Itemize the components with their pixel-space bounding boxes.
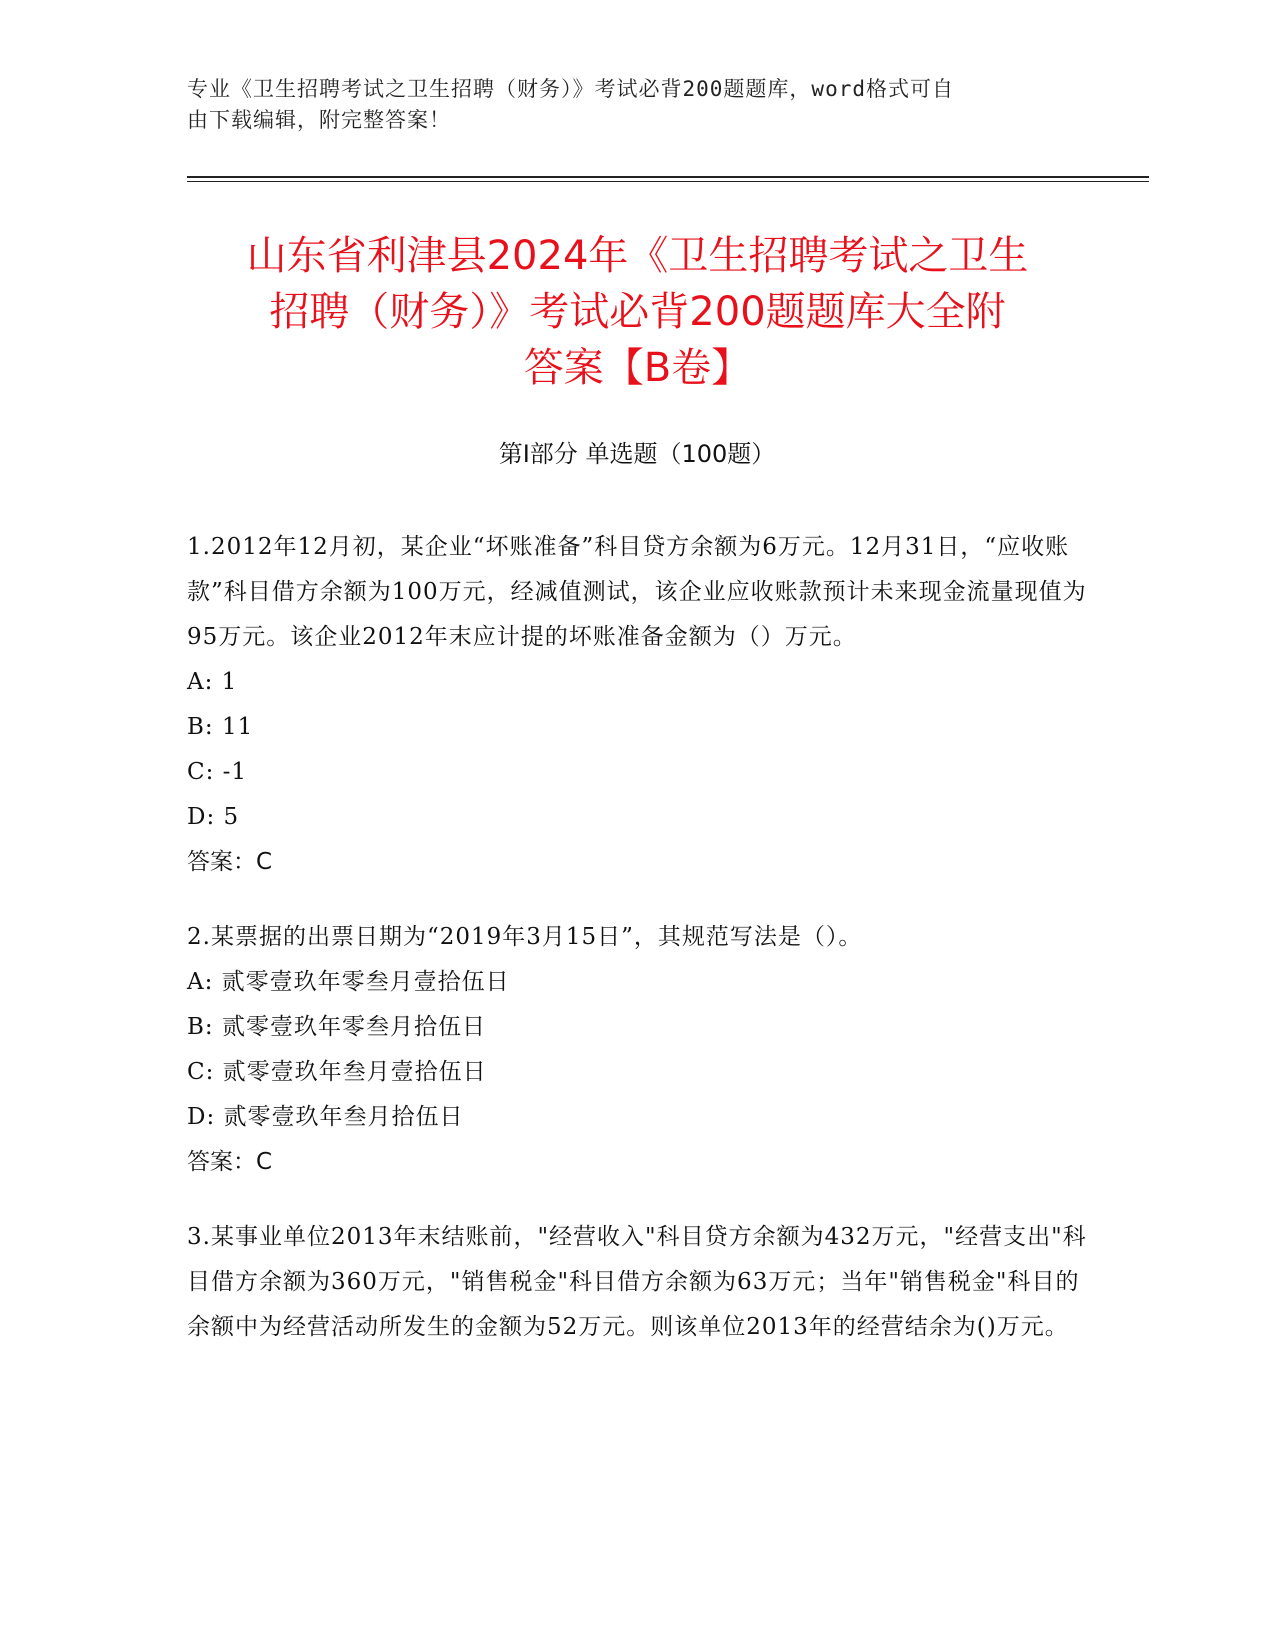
option-a: A: 贰零壹玖年零叁月壹拾伍日 (187, 969, 510, 995)
option-d: D: 5 (187, 804, 240, 830)
header-rule-thick (187, 176, 1149, 178)
option-b: B: 贰零壹玖年零叁月拾伍日 (187, 1014, 486, 1040)
question-list (187, 525, 1087, 1380)
document-title (160, 228, 1115, 396)
option-d: D: 贰零壹玖年叁月拾伍日 (187, 1104, 464, 1130)
header-note-line-1: 专业《卫生招聘考试之卫生招聘（财务）》考试必背200题题库，word格式可自 (187, 77, 954, 101)
header-note (187, 74, 1087, 136)
question-text: 3.某事业单位2013年末结账前，"经营收入"科目贷方余额为432万元，"经营支出"科目借方余额为360万元，"销售税金"科目借方余额为63万元；当年"销售税金"科目的余额中为经营活动所发生的金额为52万元。则该单位2013年的经营结余为()万元。 (187, 1224, 1087, 1340)
title-line-3: 答案【B卷】 (523, 345, 752, 391)
answer: 答案：C (187, 1149, 273, 1175)
question-text: 1.2012年12月初，某企业“坏账准备”科目贷方余额为6万元。12月31日，“应收账款”科目借方余额为100万元，经减值测试，该企业应收账款预计未来现金流量现值为95万元。该企业2012年末应计提的坏账准备金额为（）万元。 (187, 534, 1087, 650)
header-rule-thin (187, 181, 1149, 182)
question-2 (187, 915, 1087, 1185)
question-3 (187, 1215, 1087, 1350)
option-a: A: 1 (187, 669, 238, 695)
title-line-2: 招聘（财务）》考试必背200题题库大全附 (269, 289, 1006, 335)
header-note-line-2: 由下载编辑，附完整答案！ (187, 108, 451, 132)
answer: 答案：C (187, 849, 273, 875)
section-heading: 第Ⅰ部分 单选题（100题） (498, 440, 776, 468)
option-b: B: 11 (187, 714, 254, 740)
option-c: C: -1 (187, 759, 248, 785)
question-text: 2.某票据的出票日期为“2019年3月15日”，其规范写法是（）。 (187, 924, 863, 950)
option-c: C: 贰零壹玖年叁月壹拾伍日 (187, 1059, 487, 1085)
title-line-1: 山东省利津县2024年《卫生招聘考试之卫生 (246, 233, 1029, 279)
question-1 (187, 525, 1087, 885)
